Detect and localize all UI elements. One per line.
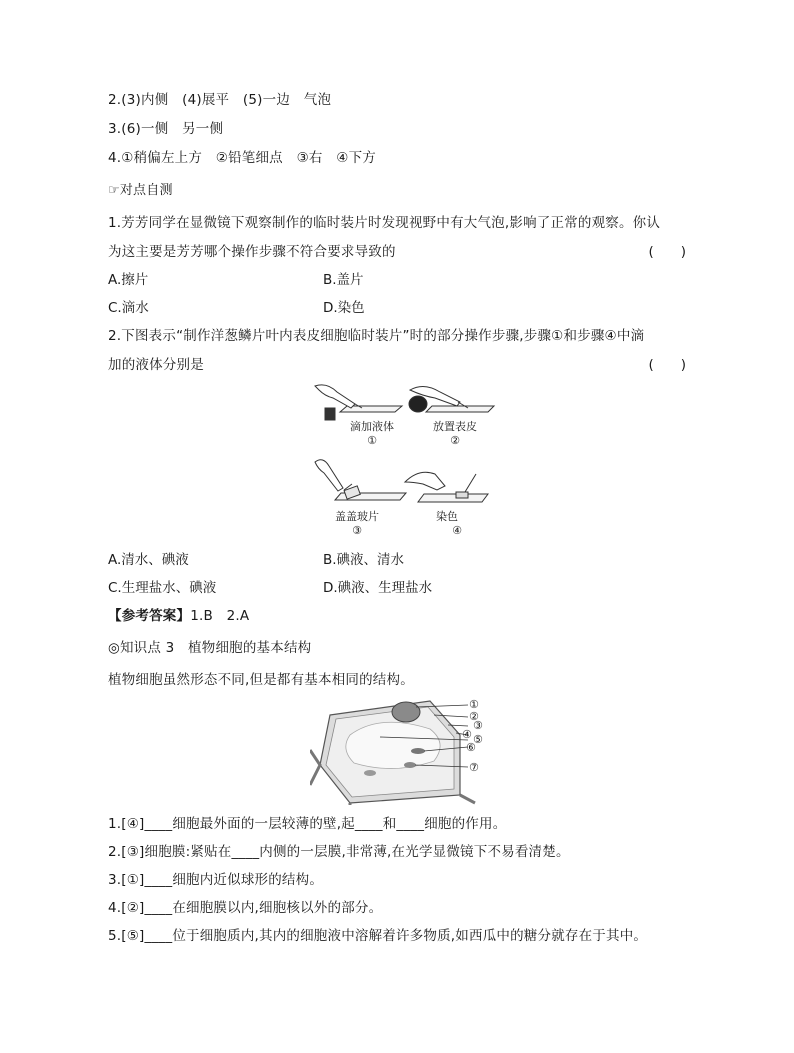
fill-item-1: 1.[④]____细胞最外面的一层较薄的壁,起____和____细胞的作用。 — [108, 816, 507, 832]
q2-text-line2: 加的液体分别是 — [108, 357, 204, 373]
fill-item-4: 4.[②]____在细胞膜以内,细胞核以外的部分。 — [108, 900, 383, 916]
cell-label-6: ⑥ — [466, 741, 476, 754]
step1-number: ① — [367, 434, 377, 447]
cell-label-3: ③ — [473, 719, 483, 732]
hand-coverslip-icon — [315, 460, 343, 491]
chloroplast — [411, 748, 425, 754]
onion-icon — [409, 396, 427, 412]
q1-option-c[interactable]: C.滴水 — [108, 300, 149, 316]
answer-line-2: 2.(3)内侧 (4)展平 (5)一边 气泡 — [108, 92, 332, 108]
fill-item-3: 3.[①]____细胞内近似球形的结构。 — [108, 872, 324, 888]
q1-option-a[interactable]: A.擦片 — [108, 272, 149, 288]
q2-option-d[interactable]: D.碘液、生理盐水 — [323, 580, 433, 596]
knowledge-point-heading: ◎知识点 3 植物细胞的基本结构 — [108, 640, 312, 656]
step4-drawing — [405, 472, 488, 502]
cell-label-1: ① — [469, 698, 479, 711]
reference-answer-value: 1.B 2.A — [190, 608, 250, 624]
chloroplast — [364, 770, 376, 776]
hand-paper-icon — [405, 472, 445, 490]
q1-option-b[interactable]: B.盖片 — [323, 272, 364, 288]
step4-number: ④ — [452, 524, 462, 537]
reference-answer-label: 【参考答案】 — [108, 608, 191, 624]
step4-label: 染色 — [436, 510, 458, 523]
cell-label-5: ⑤ — [473, 733, 483, 746]
q2-option-b[interactable]: B.碘液、清水 — [323, 552, 405, 568]
plant-cell-figure — [310, 695, 490, 805]
plant-cell-diagram — [310, 695, 490, 805]
q1-answer-paren: ( ) — [648, 244, 686, 260]
nucleus — [392, 702, 420, 722]
q1-option-d[interactable]: D.染色 — [323, 300, 365, 316]
reference-answer — [108, 607, 249, 625]
slide-steps-figure — [300, 380, 500, 540]
answer-line-4: 4.①稍偏左上方 ②铅笔细点 ③右 ④下方 — [108, 150, 376, 166]
q1-text-line2: 为这主要是芳芳哪个操作步骤不符合要求导致的 — [108, 244, 396, 260]
step2-label: 放置表皮 — [433, 420, 477, 433]
self-test-heading: ☞对点自测 — [108, 183, 173, 198]
q2-option-a[interactable]: A.清水、碘液 — [108, 552, 189, 568]
fill-item-5: 5.[⑤]____位于细胞质内,其内的细胞液中溶解着许多物质,如西瓜中的糖分就存在于其中。 — [108, 928, 648, 944]
cell-label-7: ⑦ — [469, 761, 479, 774]
step3-label: 盖盖玻片 — [335, 510, 379, 523]
step1-drawing — [315, 385, 402, 420]
dropper-icon — [465, 474, 476, 492]
q1-text-line1: 1.芳芳同学在显微镜下观察制作的临时装片时发现视野中有大气泡,影响了正常的观察。你认 — [108, 215, 661, 231]
step3-drawing — [315, 460, 406, 500]
fill-item-2: 2.[③]细胞膜:紧贴在____内侧的一层膜,非常薄,在光学显微镜下不易看清楚。 — [108, 844, 570, 860]
chloroplast — [404, 762, 416, 768]
step3-number: ③ — [352, 524, 362, 537]
answer-line-3: 3.(6)一侧 另一侧 — [108, 121, 224, 137]
knowledge-point-intro: 植物细胞虽然形态不同,但是都有基本相同的结构。 — [108, 672, 414, 688]
step2-drawing — [409, 386, 494, 412]
q2-answer-paren: ( ) — [648, 357, 686, 373]
cell-label-2: ② — [469, 710, 479, 723]
cell-label-4: ④ — [462, 728, 472, 741]
q2-option-c[interactable]: C.生理盐水、碘液 — [108, 580, 217, 596]
reagent-bottle-icon — [325, 408, 335, 420]
hand-dropper-icon — [315, 385, 355, 408]
vacuole — [346, 722, 440, 768]
step1-label: 滴加液体 — [350, 420, 394, 433]
q2-text-line1: 2.下图表示“制作洋葱鳞片叶内表皮细胞临时装片”时的部分操作步骤,步骤①和步骤④中滴 — [108, 328, 645, 344]
step2-number: ② — [450, 434, 460, 447]
